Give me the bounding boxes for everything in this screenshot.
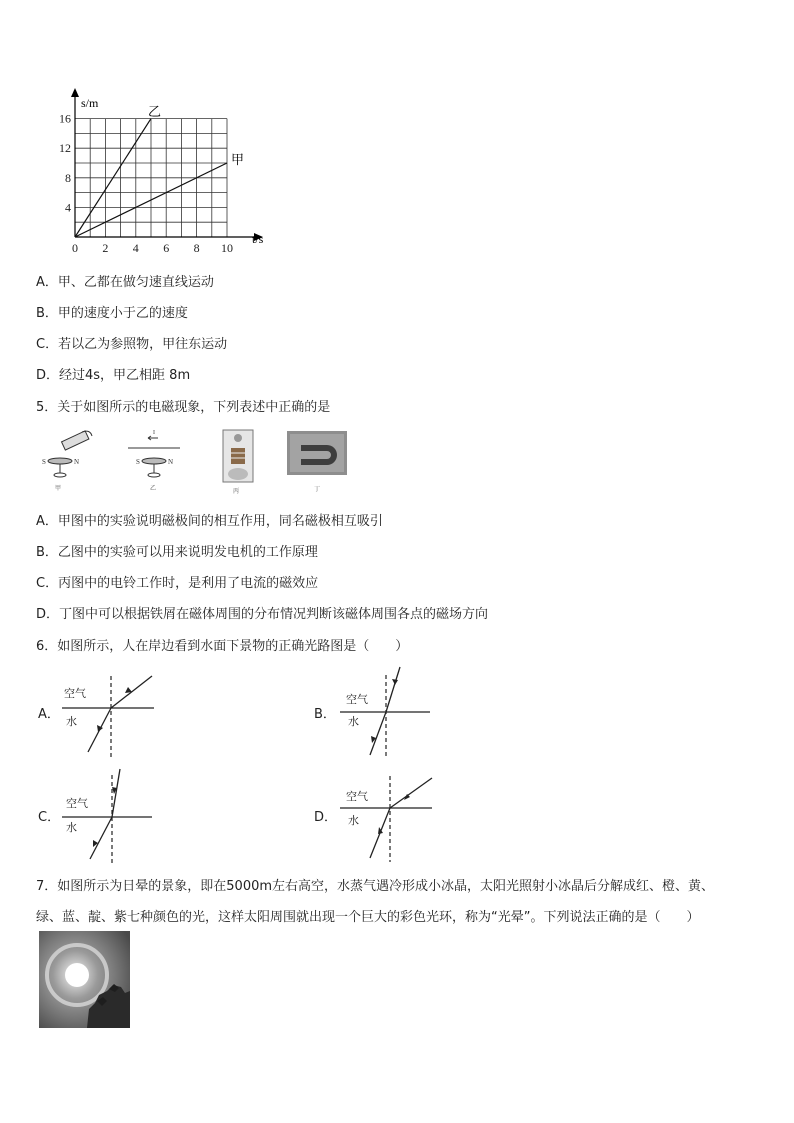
q6-option-c-label: C．: [38, 810, 61, 825]
q6-diagram-d: [340, 772, 440, 864]
q5-option-c: C．丙图中的电铃工作时，是利用了电流的磁效应: [36, 576, 319, 591]
svg-text:N: N: [168, 458, 174, 466]
x-tick-label: 10: [221, 241, 233, 253]
q5-figure-yi: [124, 428, 184, 493]
q6-diagram-b: [340, 665, 435, 760]
water-label: 水: [348, 815, 359, 827]
q6-diagram-a: [62, 670, 162, 760]
air-label: 空气: [64, 688, 86, 700]
sun-halo-photo: [39, 931, 130, 1028]
water-label: 水: [66, 822, 77, 834]
q4-option-a: A．甲、乙都在做匀速直线运动: [36, 275, 214, 290]
q6-option-d-label: D．: [314, 810, 338, 825]
q5-figure-ding: [287, 431, 349, 495]
air-label: 空气: [346, 694, 368, 706]
q7-stem-line1: 7．如图所示为日晕的景象，即在5000m左右高空，水蒸气遇冷形成小冰晶，太阳光照射小冰晶后分解成红、橙、黄、: [36, 879, 715, 894]
q6-option-a-label: A．: [38, 707, 60, 722]
y-tick-label: 12: [59, 141, 71, 156]
water-label: 水: [348, 716, 359, 728]
q5-figure-bing: [219, 428, 259, 496]
q7-stem-line2: 绿、蓝、靛、紫七种颜色的光，这样太阳周围就出现一个巨大的彩色光环，称为“光晕”。下列说法正确的是（ ）: [36, 910, 700, 925]
q6-stem: 6．如图所示，人在岸边看到水面下景物的正确光路图是（ ）: [36, 639, 409, 654]
svg-text:S: S: [42, 458, 46, 466]
q5-stem: 5．关于如图所示的电磁现象，下列表述中正确的是: [36, 400, 331, 415]
q5-figure-jia: [40, 428, 100, 493]
x-tick-label: 6: [163, 241, 170, 253]
q6-option-b-label: B．: [314, 707, 336, 722]
svg-text:N: N: [74, 458, 80, 466]
q5-option-d: D．丁图中可以根据铁屑在磁体周围的分布情况判断该磁体周围各点的磁场方向: [36, 607, 489, 622]
y-tick-label: 8: [65, 170, 71, 185]
y-axis-label: s/m: [81, 96, 99, 110]
x-tick-label: 0: [72, 241, 78, 253]
x-tick-label: 8: [193, 241, 200, 253]
y-tick-label: 16: [59, 111, 71, 126]
water-label: 水: [66, 716, 77, 728]
series-label-jia: 甲: [231, 152, 245, 167]
q5-fig-label: 丁: [314, 487, 321, 493]
q6-diagram-c: [62, 765, 157, 865]
x-tick-label: 4: [132, 241, 139, 253]
x-axis-label: t/s: [252, 232, 264, 246]
q5-fig-label: 丙: [233, 489, 240, 495]
svg-text:I: I: [153, 430, 155, 436]
q5-option-b: B．乙图中的实验可以用来说明发电机的工作原理: [36, 545, 318, 560]
air-label: 空气: [66, 798, 88, 810]
q4-option-d: D．经过4s，甲乙相距 8m: [36, 368, 191, 383]
motion-graph: [55, 88, 280, 253]
q4-option-c: C．若以乙为参照物，甲往东运动: [36, 337, 228, 352]
q5-fig-label: 甲: [55, 486, 62, 492]
x-tick-label: 2: [102, 241, 109, 253]
q4-option-b: B．甲的速度小于乙的速度: [36, 306, 188, 321]
y-axis-arrow: [71, 88, 79, 97]
q5-option-a: A．甲图中的实验说明磁极间的相互作用，同名磁极相互吸引: [36, 514, 383, 529]
series-label-yi: 乙: [148, 104, 162, 119]
q5-fig-label: 乙: [150, 486, 157, 492]
y-tick-label: 4: [65, 200, 71, 215]
graph-grid: [75, 119, 227, 237]
air-label: 空气: [346, 791, 368, 803]
svg-text:S: S: [136, 458, 140, 466]
